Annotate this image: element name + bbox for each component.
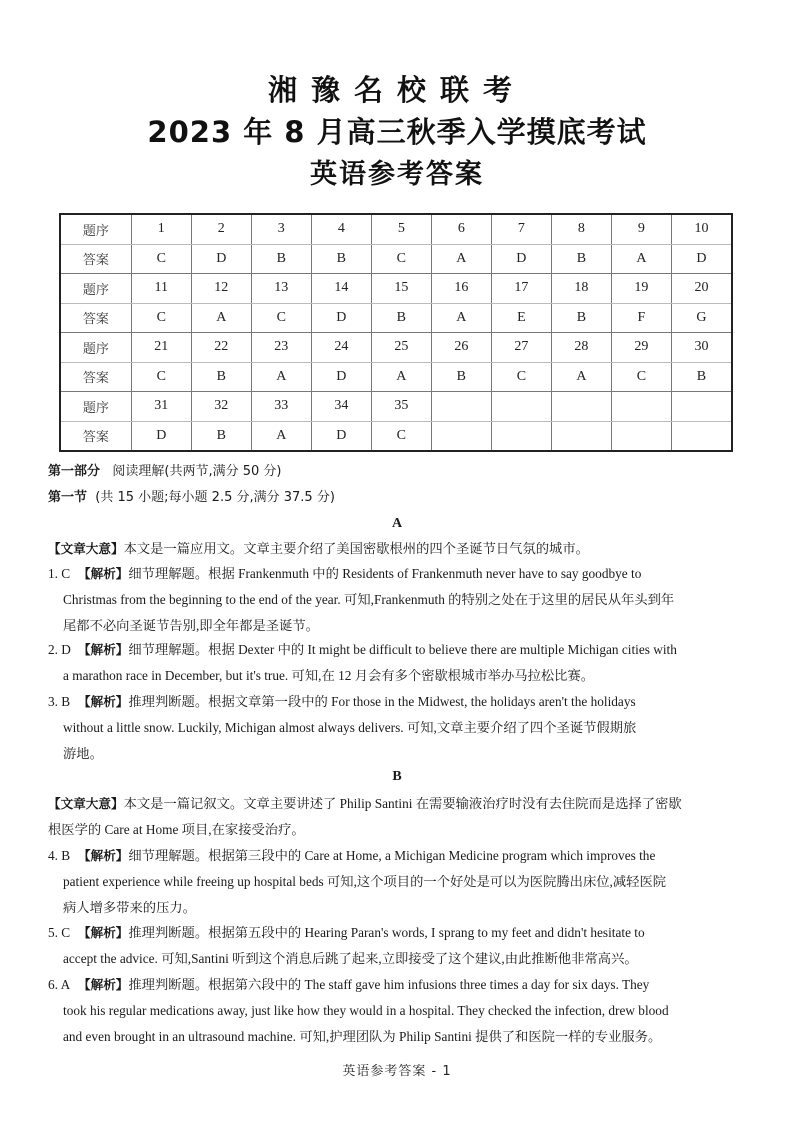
- question-number-cell: [671, 392, 732, 422]
- answer-cell: B: [551, 244, 611, 274]
- answer-label-cell: 答案: [60, 303, 131, 333]
- question-answer-label: 5. C: [48, 925, 71, 940]
- answer-cell: A: [191, 303, 251, 333]
- analysis-tag: 【解析】: [78, 848, 129, 863]
- explanation-text-line: took his regular medications away, just like how they would in a hospital. They checked the infection, drew blood: [63, 1003, 669, 1018]
- answer-cell: [611, 421, 671, 451]
- question-number-cell: 31: [131, 392, 191, 422]
- question-number-cell: 4: [311, 214, 371, 244]
- analysis-tag: 【解析】: [78, 566, 129, 581]
- explanation-text-line: 推理判断题。根据第五段中的 Hearing Paran's words, I sprang to my feet and didn't hesitate to: [128, 925, 645, 940]
- analysis-tag: 【解析】: [78, 642, 129, 657]
- question-number-cell: 6: [431, 214, 491, 244]
- question-number-cell: 3: [251, 214, 311, 244]
- question-number-cell: 18: [551, 274, 611, 304]
- question-number-cell: 11: [131, 274, 191, 304]
- passage-a-summary: [48, 536, 748, 562]
- summary-text: 本文是一篇应用文。文章主要介绍了美国密歇根州的四个圣诞节日气氛的城市。: [123, 541, 589, 556]
- answer-cell: B: [431, 362, 491, 392]
- answer-cell: C: [251, 303, 311, 333]
- question-number-cell: [611, 392, 671, 422]
- question-number-cell: 23: [251, 333, 311, 363]
- explanation-text-line: 细节理解题。根据第三段中的 Care at Home, a Michigan Medicine program which improves the: [128, 848, 656, 863]
- passage-a-label: A: [391, 516, 403, 531]
- analysis-tag: 【解析】: [78, 925, 129, 940]
- explanation-item: [48, 561, 743, 639]
- question-number-row: [60, 392, 732, 422]
- explanation-item: [48, 843, 743, 921]
- question-number-cell: 1: [131, 214, 191, 244]
- answer-cell: C: [131, 303, 191, 333]
- question-number-cell: 25: [371, 333, 431, 363]
- answer-row: [60, 303, 732, 333]
- question-number-cell: [491, 392, 551, 422]
- question-answer-label: 6. A: [48, 977, 71, 992]
- answer-cell: D: [311, 303, 371, 333]
- question-number-row: [60, 333, 732, 363]
- question-number-row: [60, 274, 732, 304]
- answer-label-cell: 答案: [60, 244, 131, 274]
- question-number-cell: 7: [491, 214, 551, 244]
- answer-cell: B: [191, 421, 251, 451]
- answer-cell: E: [491, 303, 551, 333]
- answer-row: [60, 421, 732, 451]
- question-number-cell: 21: [131, 333, 191, 363]
- summary-text-line: 本文是一篇记叙文。文章主要讲述了 Philip Santini 在需要输液治疗时没有去住院而是选择了密歇: [123, 796, 682, 811]
- answer-cell: A: [551, 362, 611, 392]
- answer-cell: C: [131, 362, 191, 392]
- summary-tag: 【文章大意】: [48, 796, 124, 811]
- explanation-text-line: a marathon race in December, but it's true. 可知,在 12 月会有多个密歇根城市举办马拉松比赛。: [63, 668, 595, 683]
- answer-row: [60, 244, 732, 274]
- question-label-cell: 题序: [60, 274, 131, 304]
- answer-cell: A: [431, 303, 491, 333]
- answer-cell: [491, 421, 551, 451]
- question-number-cell: [551, 392, 611, 422]
- explanation-text-line: 病人增多带来的压力。: [63, 900, 196, 915]
- section1-detail: (共 15 小题;每小题 2.5 分,满分 37.5 分): [95, 490, 335, 505]
- answer-cell: B: [671, 362, 732, 392]
- answer-cell: B: [251, 244, 311, 274]
- question-number-cell: 14: [311, 274, 371, 304]
- section1-heading: [48, 488, 748, 508]
- question-answer-label: 4. B: [48, 848, 71, 863]
- analysis-tag: 【解析】: [78, 977, 129, 992]
- summary-tag: 【文章大意】: [48, 541, 124, 556]
- question-number-cell: 9: [611, 214, 671, 244]
- question-number-cell: 15: [371, 274, 431, 304]
- answer-cell: A: [431, 244, 491, 274]
- question-number-cell: 13: [251, 274, 311, 304]
- answer-cell: F: [611, 303, 671, 333]
- question-number-cell: 34: [311, 392, 371, 422]
- answer-cell: D: [311, 421, 371, 451]
- page-footer: 英语参考答案 - 1: [342, 1064, 452, 1079]
- answer-cell: A: [251, 362, 311, 392]
- answer-cell: D: [311, 362, 371, 392]
- question-number-cell: 29: [611, 333, 671, 363]
- question-answer-label: 3. B: [48, 694, 71, 709]
- question-label-cell: 题序: [60, 214, 131, 244]
- question-answer-label: 2. D: [48, 642, 71, 657]
- answer-cell: G: [671, 303, 732, 333]
- answer-cell: [671, 421, 732, 451]
- question-number-cell: 32: [191, 392, 251, 422]
- answer-cell: D: [671, 244, 732, 274]
- answer-cell: B: [311, 244, 371, 274]
- question-number-cell: 20: [671, 274, 732, 304]
- part1-detail: 阅读理解(共两节,满分 50 分): [112, 464, 282, 479]
- explanation-item: [48, 689, 743, 767]
- question-answer-label: 1. C: [48, 566, 71, 581]
- explanation-item: [48, 920, 743, 972]
- question-number-row: [60, 214, 732, 244]
- answer-cell: C: [611, 362, 671, 392]
- question-number-cell: 17: [491, 274, 551, 304]
- question-number-cell: 27: [491, 333, 551, 363]
- question-label-cell: 题序: [60, 333, 131, 363]
- answer-cell: A: [611, 244, 671, 274]
- explanation-text-line: accept the advice. 可知,Santini 听到这个消息后跳了起来,立即接受了这个建议,由此推断他非常高兴。: [63, 951, 638, 966]
- question-number-cell: 8: [551, 214, 611, 244]
- explanation-text-line: without a little snow. Luckily, Michigan almost always delivers. 可知,文章主要介绍了四个圣诞节假期旅: [63, 720, 637, 735]
- answer-cell: C: [131, 244, 191, 274]
- answer-cell: B: [191, 362, 251, 392]
- question-number-cell: 2: [191, 214, 251, 244]
- question-number-cell: 12: [191, 274, 251, 304]
- explanation-item: [48, 972, 743, 1050]
- answer-cell: D: [191, 244, 251, 274]
- passage-b-summary: [48, 791, 748, 843]
- answer-cell: D: [491, 244, 551, 274]
- exam-org-title: 湘豫名校联考: [267, 73, 526, 107]
- answer-cell: D: [131, 421, 191, 451]
- answer-cell: B: [371, 303, 431, 333]
- explanation-text-line: Christmas from the beginning to the end of the year. 可知,Frankenmuth 的特别之处在于这里的居民从年头到年: [63, 592, 675, 607]
- section1-title: 第一节: [48, 490, 88, 505]
- passage-b-label: B: [392, 769, 402, 784]
- part1-title: 第一部分: [48, 464, 101, 479]
- explanation-text-line: 游地。: [63, 746, 103, 761]
- analysis-tag: 【解析】: [78, 694, 129, 709]
- answer-label-cell: 答案: [60, 421, 131, 451]
- answer-cell: B: [551, 303, 611, 333]
- answer-label-cell: 答案: [60, 362, 131, 392]
- explanation-text-line: patient experience while freeing up hospital beds 可知,这个项目的一个好处是可以为医院腾出床位,减轻医院: [63, 874, 667, 889]
- question-number-cell: 24: [311, 333, 371, 363]
- part1-heading: [48, 462, 748, 482]
- answer-key-title: 英语参考答案: [310, 159, 484, 190]
- answer-cell: [551, 421, 611, 451]
- explanation-text-line: 细节理解题。根据 Dexter 中的 It might be difficult to believe there are multiple Michigan cities with: [128, 642, 677, 657]
- answer-row: [60, 362, 732, 392]
- summary-text-line: 根医学的 Care at Home 项目,在家接受治疗。: [48, 822, 305, 837]
- question-number-cell: 10: [671, 214, 732, 244]
- answer-cell: C: [371, 421, 431, 451]
- exam-name-title: 2023 年 8 月高三秋季入学摸底考试: [147, 115, 647, 149]
- question-number-cell: 35: [371, 392, 431, 422]
- question-number-cell: 33: [251, 392, 311, 422]
- explanation-text-line: 尾都不必向圣诞节告别,即全年都是圣诞节。: [63, 618, 319, 633]
- question-number-cell: [431, 392, 491, 422]
- question-number-cell: 30: [671, 333, 732, 363]
- explanation-item: [48, 637, 743, 689]
- question-number-cell: 26: [431, 333, 491, 363]
- answer-cell: A: [251, 421, 311, 451]
- explanation-text-line: 细节理解题。根据 Frankenmuth 中的 Residents of Frankenmuth never have to say goodbye to: [128, 566, 642, 581]
- answer-table: [59, 213, 733, 452]
- explanation-text-line: 推理判断题。根据文章第一段中的 For those in the Midwest, the holidays aren't the holidays: [128, 694, 636, 709]
- question-number-cell: 28: [551, 333, 611, 363]
- question-label-cell: 题序: [60, 392, 131, 422]
- question-number-cell: 5: [371, 214, 431, 244]
- explanation-text-line: 推理判断题。根据第六段中的 The staff gave him infusions three times a day for six days. They: [128, 977, 650, 992]
- answer-cell: [431, 421, 491, 451]
- explanation-text-line: and even brought in an ultrasound machine. 可知,护理团队为 Philip Santini 提供了和医院一样的专业服务。: [63, 1029, 662, 1044]
- answer-cell: C: [491, 362, 551, 392]
- question-number-cell: 16: [431, 274, 491, 304]
- answer-cell: A: [371, 362, 431, 392]
- question-number-cell: 19: [611, 274, 671, 304]
- answer-cell: C: [371, 244, 431, 274]
- question-number-cell: 22: [191, 333, 251, 363]
